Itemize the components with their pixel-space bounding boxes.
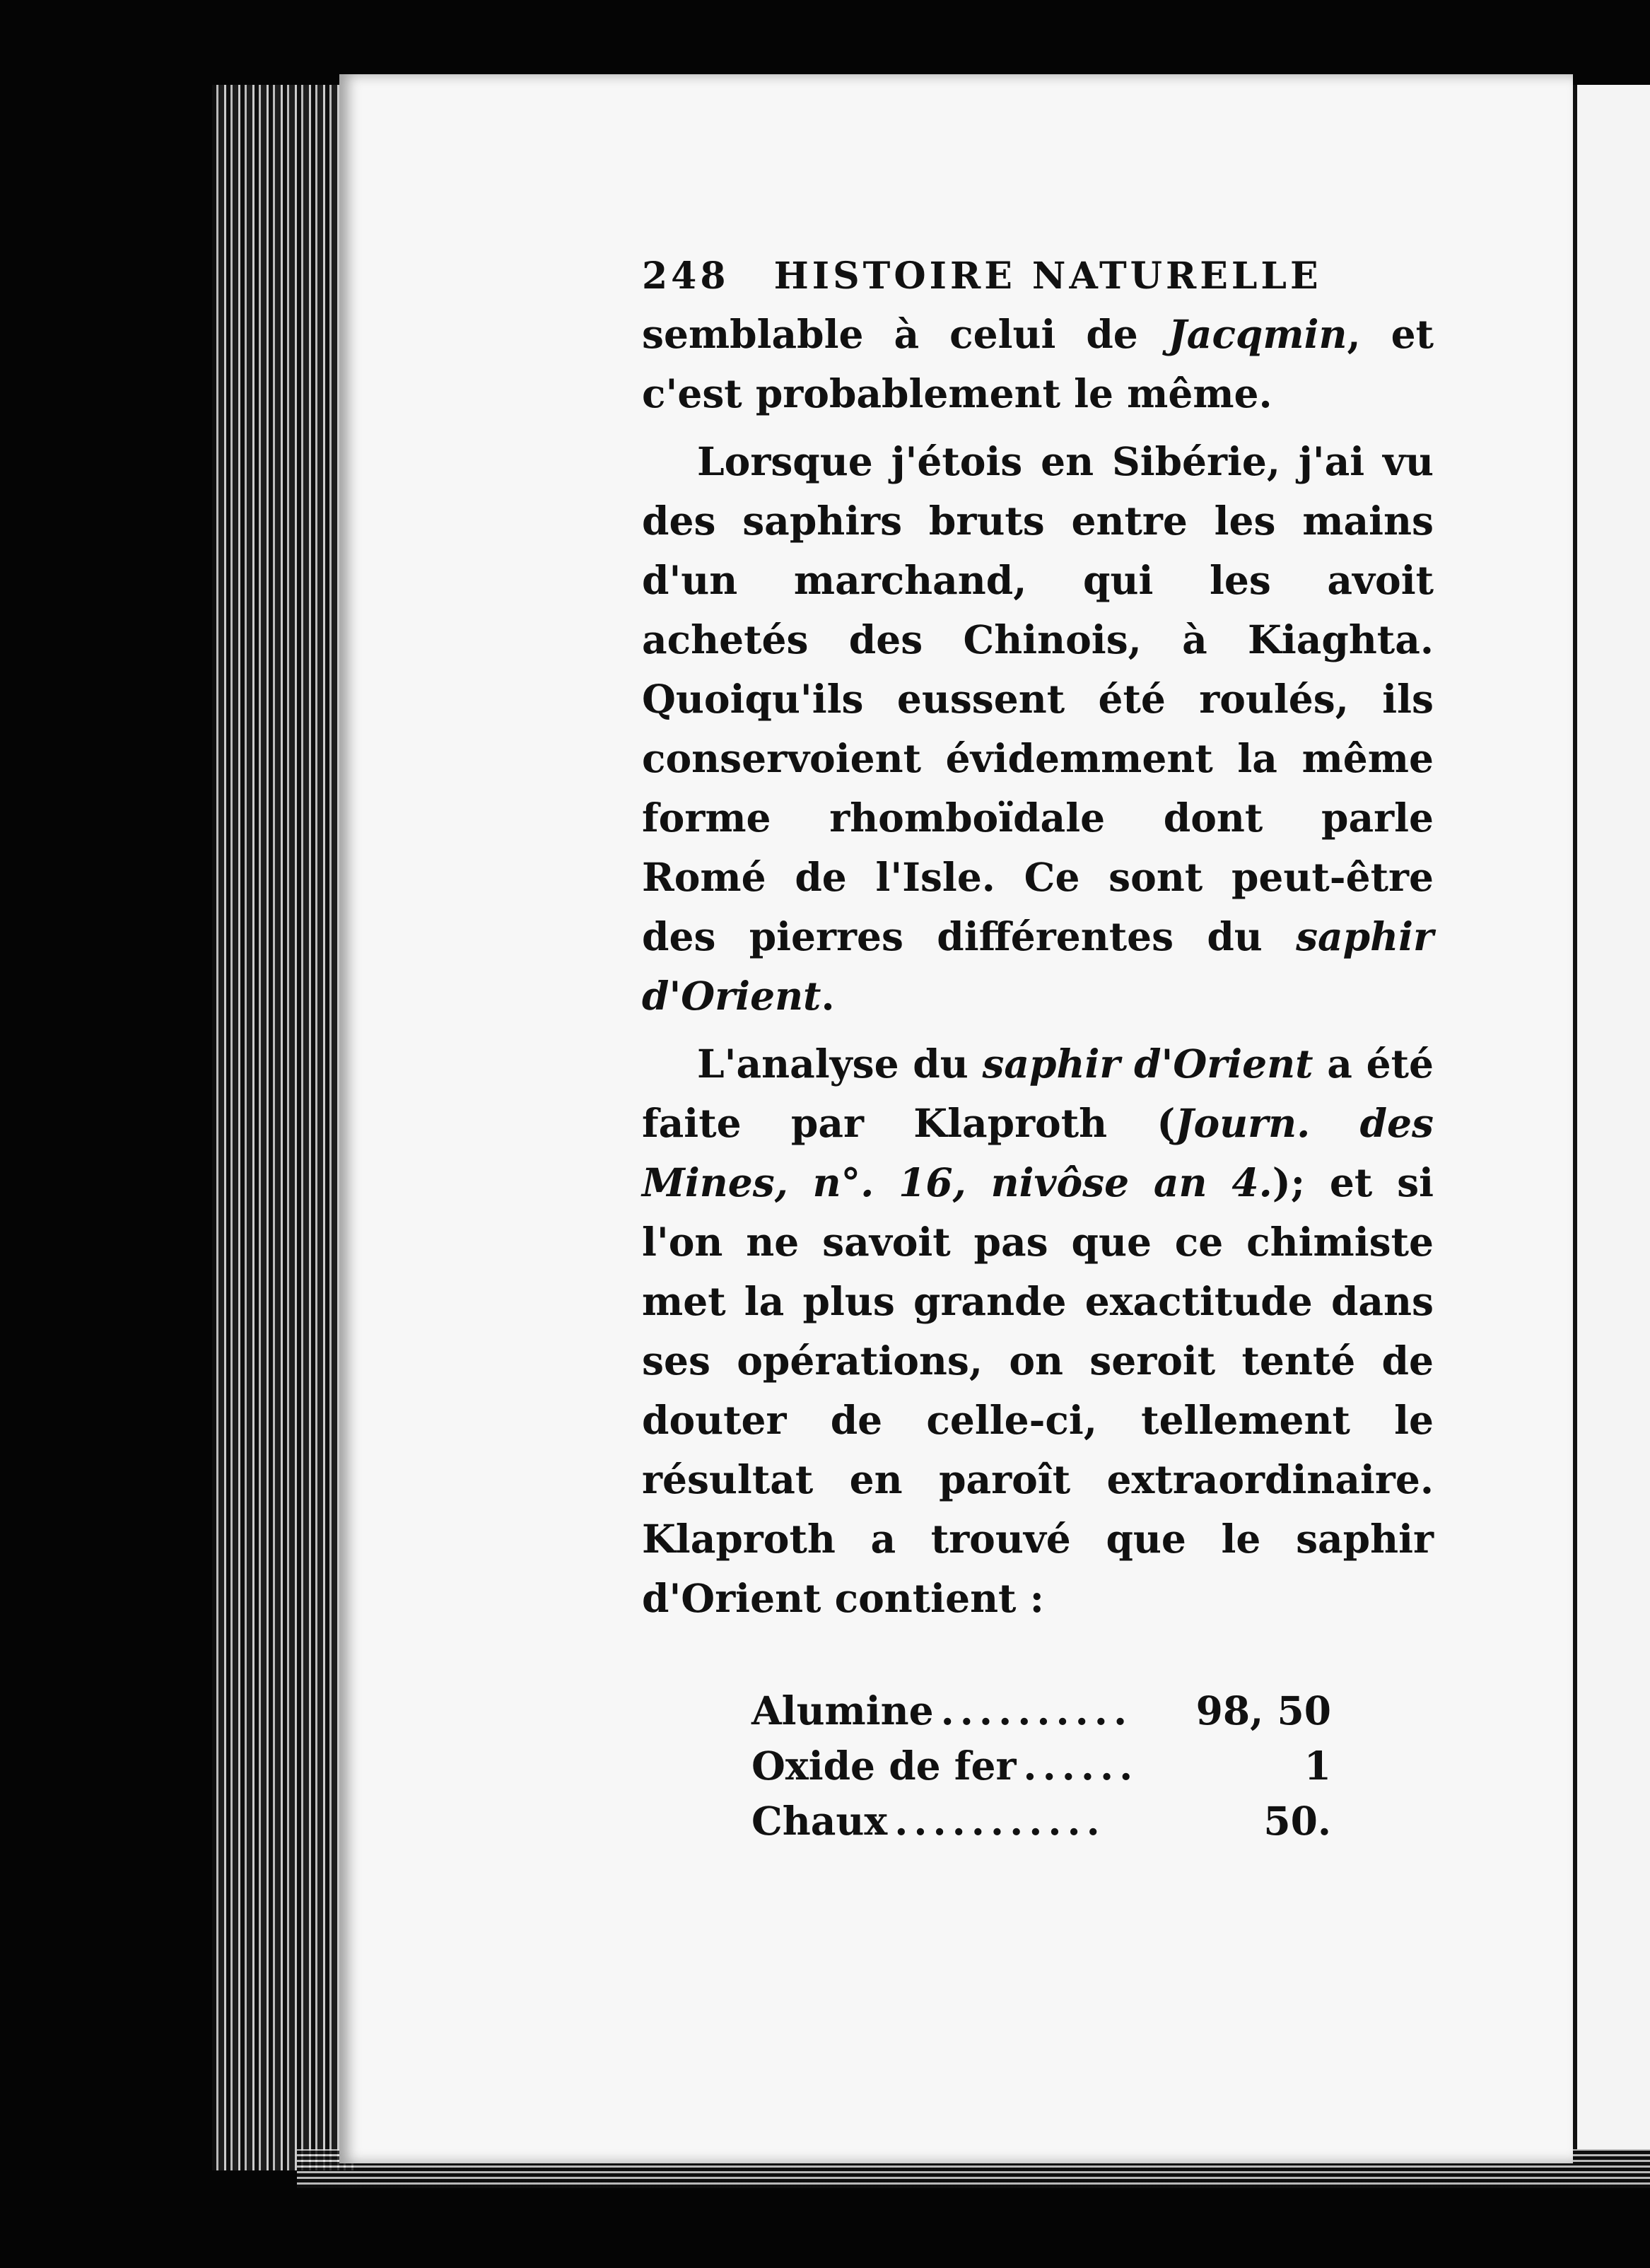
facing-page xyxy=(1573,85,1650,2149)
page-number: 248 xyxy=(642,255,730,298)
paragraph-2 xyxy=(642,432,1434,1026)
p3-text-e: ); et si l'on ne savoit pas que ce chimiste met la plus grande exactitude dans ses opérations, on seroit tenté de douter de celle-ci, tellement le résultat en paroît extraordinaire. Klaproth a trouvé que le saphir d'Orient contient : xyxy=(642,1159,1434,1621)
leader-dots: ...... xyxy=(1023,1743,1139,1789)
leader-dots: .......... xyxy=(940,1688,1133,1734)
page-edges xyxy=(212,85,353,2170)
running-head xyxy=(642,255,1434,298)
analysis-value: 98, 50 xyxy=(1195,1688,1331,1734)
paragraph-1 xyxy=(642,305,1434,423)
p2-italic-saphir: saphir d'Orient xyxy=(642,913,1434,1019)
analysis-table xyxy=(751,1683,1434,1849)
p3-italic-saphir: saphir d'Orient xyxy=(982,1041,1313,1087)
p3-italic-citation: Journ. des Mines, n°. 16, nivôse an 4. xyxy=(642,1100,1434,1205)
paragraph-3 xyxy=(642,1034,1434,1628)
leader-dots: ........... xyxy=(894,1798,1106,1844)
p3-text-c: a été faite par Klaproth ( xyxy=(642,1041,1434,1146)
analysis-label: Alumine xyxy=(751,1688,934,1734)
p1-text-a: semblable à celui de xyxy=(642,311,1169,357)
page-text xyxy=(642,255,1434,1849)
p2-text-c: . xyxy=(821,973,835,1019)
analysis-value: 50. xyxy=(1263,1798,1331,1844)
analysis-label: Chaux xyxy=(751,1798,888,1844)
analysis-row xyxy=(751,1683,1331,1738)
analysis-row xyxy=(751,1738,1331,1794)
p1-text-c: , et c'est probablement le même. xyxy=(642,311,1434,416)
analysis-value: 1 xyxy=(1304,1743,1331,1789)
analysis-row xyxy=(751,1794,1331,1849)
p2-text-a: Lorsque j'étois en Sibérie, j'ai vu des saphirs bruts entre les mains d'un marchand, qui les avoit achetés des Chinois, à Kiaghta. Quoiqu'ils eussent été roulés, ils conservoient évidemment la même forme rhomboïdale dont parle Romé de l'Isle. Ce sont peut-être des pierres différentes du xyxy=(642,438,1434,959)
p1-italic-jacqmin: Jacqmin xyxy=(1168,311,1347,357)
p3-text-a: L'analyse du xyxy=(697,1041,983,1087)
running-title: HISTOIRE NATURELLE xyxy=(773,255,1322,298)
analysis-label: Oxide de fer xyxy=(751,1743,1017,1789)
